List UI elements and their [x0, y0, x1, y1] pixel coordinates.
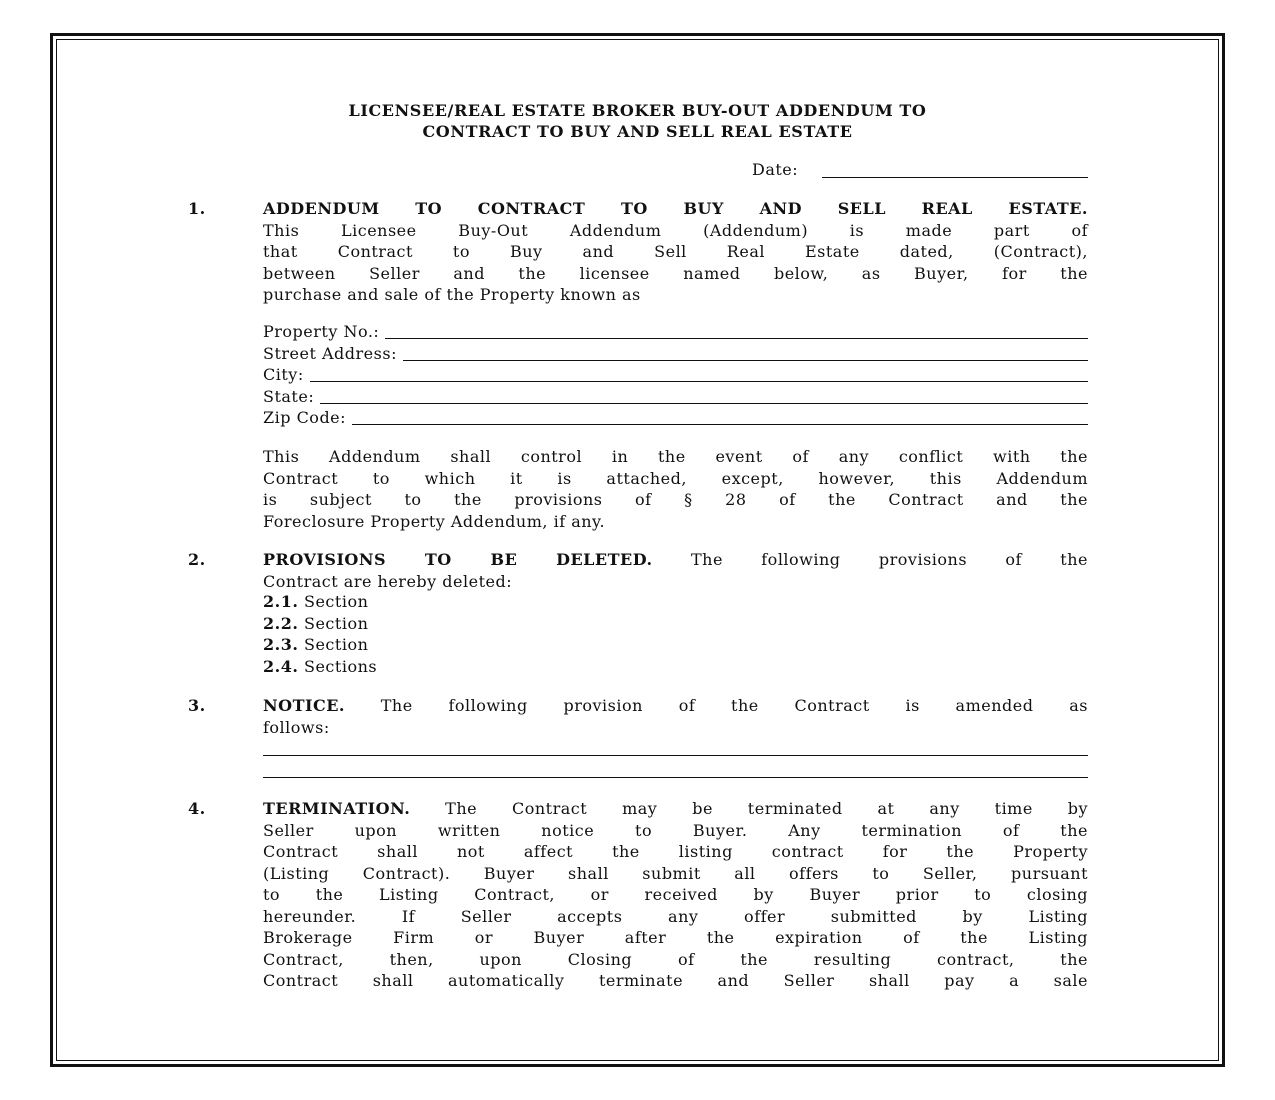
- document-title: [100, 100, 1175, 142]
- section-4-heading: TERMINATION.: [263, 799, 411, 818]
- deleted-item-text: Section: [304, 592, 369, 611]
- deleted-item-number: 2.4.: [263, 656, 299, 676]
- street-address-field[interactable]: [403, 346, 1088, 361]
- section-4-number: 4.: [188, 799, 206, 818]
- street-address-label: Street Address:: [263, 343, 397, 363]
- section-1-line: between Seller and the licensee named below, as Buyer, for the: [263, 263, 1088, 283]
- section-1-number: 1.: [188, 199, 206, 218]
- control-line: Foreclosure Property Addendum, if any.: [263, 511, 606, 531]
- deleted-item-text: Sections: [304, 656, 378, 676]
- deleted-item: [263, 657, 377, 677]
- section-4-line-1: [263, 798, 1088, 820]
- section-2-line-1: [263, 549, 1088, 571]
- control-line: is subject to the provisions of § 28 of the Contract and the: [263, 490, 1088, 509]
- section-4-line: Brokerage Firm or Buyer after the expiration of the Listing: [263, 928, 1088, 947]
- notice-amendment-line-2[interactable]: [263, 777, 1088, 778]
- section-1-line: This Licensee Buy-Out Addendum (Addendum) is made part of: [263, 220, 1088, 240]
- state-label: State:: [263, 386, 315, 406]
- section-4-line-1-rest: The Contract may be terminated at any time by: [445, 799, 1088, 818]
- section-4-line: hereunder. If Seller accepts any offer submitted by Listing: [263, 906, 1088, 926]
- section-4-line: Seller upon written notice to Buyer. Any termination of the: [263, 820, 1088, 840]
- section-4-line: Contract, then, upon Closing of the resulting contract, the: [263, 949, 1088, 969]
- property-no-label: Property No.:: [263, 322, 380, 341]
- section-3-heading: NOTICE.: [263, 696, 345, 715]
- section-2-line-2: Contract are hereby deleted:: [263, 571, 513, 591]
- control-line: Contract to which it is attached, except, however, this Addendum: [263, 468, 1088, 488]
- property-no-field[interactable]: [385, 324, 1088, 339]
- zip-code-row: [263, 407, 1088, 428]
- section-1-line: that Contract to Buy and Sell Real Estate dated, (Contract),: [263, 242, 1088, 261]
- section-4-line: (Listing Contract). Buyer shall submit all offers to Seller, pursuant: [263, 863, 1088, 883]
- section-4-line: Contract shall not affect the listing contract for the Property: [263, 842, 1088, 861]
- section-3-line-1-rest: The following provision of the Contract is amended as: [380, 696, 1088, 715]
- deleted-item: [263, 635, 368, 655]
- title-line-1: LICENSEE/REAL ESTATE BROKER BUY-OUT ADDENDUM TO: [348, 101, 927, 120]
- deleted-item-text: Section: [304, 613, 369, 633]
- deleted-item-number: 2.2.: [263, 613, 299, 633]
- date-label: Date:: [752, 160, 799, 179]
- city-row: [263, 364, 1088, 385]
- title-line-2: CONTRACT TO BUY AND SELL REAL ESTATE: [422, 122, 853, 141]
- section-3-number: 3.: [188, 696, 206, 715]
- notice-amendment-line-1[interactable]: [263, 755, 1088, 756]
- deleted-item-number: 2.1.: [263, 592, 299, 611]
- section-2-number: 2.: [188, 550, 206, 569]
- section-3-line-1: [263, 695, 1088, 717]
- section-1-heading: [263, 198, 1088, 220]
- zip-code-label: Zip Code:: [263, 408, 347, 427]
- section-2-heading: PROVISIONS TO BE DELETED.: [263, 550, 653, 569]
- property-no-row: [263, 321, 1088, 342]
- section-1-line: purchase and sale of the Property known as: [263, 285, 641, 304]
- street-address-row: [263, 343, 1088, 364]
- deleted-item-text: Section: [304, 635, 369, 654]
- state-field[interactable]: [320, 389, 1088, 404]
- section-2-line-1-rest: The following provisions of the: [690, 550, 1089, 569]
- city-field[interactable]: [310, 367, 1088, 382]
- section-1-heading-text: ADDENDUM TO CONTRACT TO BUY AND SELL REAL ESTATE.: [263, 199, 1088, 218]
- date-field[interactable]: [822, 177, 1088, 178]
- section-4-line: to the Listing Contract, or received by Buyer prior to closing: [263, 885, 1088, 904]
- deleted-item: [263, 592, 368, 612]
- zip-code-field[interactable]: [352, 410, 1088, 425]
- section-4-line: Contract shall automatically terminate and Seller shall pay a sale: [263, 971, 1088, 990]
- state-row: [263, 386, 1088, 407]
- city-label: City:: [263, 365, 304, 384]
- control-line: This Addendum shall control in the event of any conflict with the: [263, 447, 1088, 466]
- section-3-line-2: follows:: [263, 717, 330, 737]
- deleted-item: [263, 614, 368, 634]
- deleted-item-number: 2.3.: [263, 635, 299, 654]
